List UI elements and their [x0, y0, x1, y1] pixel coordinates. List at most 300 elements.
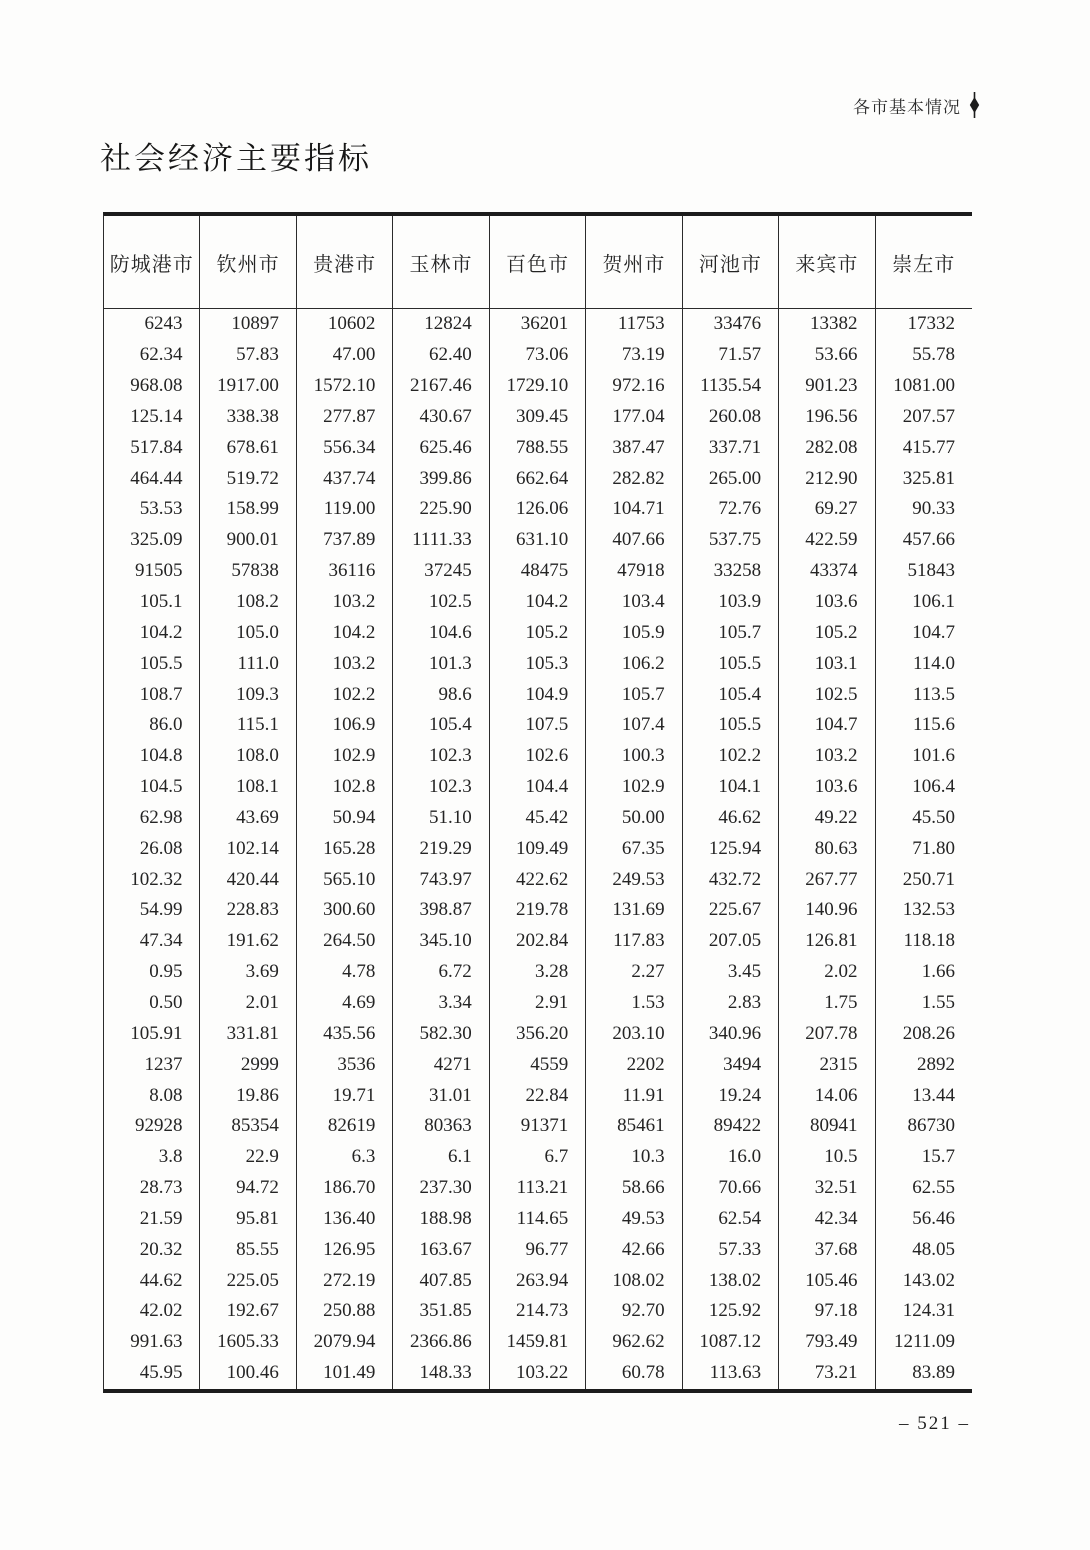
table-row [104, 371, 972, 402]
table-cell: 4.69 [297, 988, 393, 1019]
table-cell: 1572.10 [297, 371, 393, 402]
table-cell: 19.86 [200, 1080, 296, 1111]
table-cell: 45.50 [912, 806, 955, 828]
table-cell: 3536 [297, 1049, 393, 1080]
table-cell: 2315 [779, 1049, 875, 1080]
table-cell: 202.84 [490, 926, 586, 957]
table-cell: 109.49 [490, 833, 586, 864]
table-cell: 124.31 [902, 1300, 955, 1322]
table-cell: 11.91 [586, 1080, 682, 1111]
table-cell: 101.6 [912, 745, 955, 767]
column-header: 百色市 [490, 216, 586, 308]
table-cell: 207.78 [779, 1018, 875, 1049]
table-cell: 44.62 [104, 1265, 200, 1296]
table-cell: 125.92 [683, 1296, 779, 1327]
table-cell: 565.10 [297, 864, 393, 895]
table-cell: 219.78 [490, 895, 586, 926]
table-cell: 631.10 [490, 525, 586, 556]
table-cell: 102.2 [297, 679, 393, 710]
table-cell: 91505 [104, 556, 200, 587]
table-cell: 72.76 [683, 494, 779, 525]
table-cell: 196.56 [779, 402, 875, 433]
table-cell: 108.2 [200, 587, 296, 618]
running-header [853, 92, 980, 118]
table-cell: 464.44 [104, 463, 200, 494]
table-cell: 345.10 [393, 926, 489, 957]
table-cell: 37245 [393, 556, 489, 587]
table-row [104, 1080, 972, 1111]
table-cell: 80.63 [779, 833, 875, 864]
table-cell: 901.23 [779, 371, 875, 402]
table-cell: 10897 [200, 309, 296, 340]
table-cell: 282.82 [586, 463, 682, 494]
table-cell: 57.83 [200, 340, 296, 371]
table-row [104, 556, 972, 587]
table-cell: 125.94 [683, 833, 779, 864]
table-cell: 105.5 [683, 648, 779, 679]
table-cell: 86.0 [104, 710, 200, 741]
table-cell: 12824 [393, 309, 489, 340]
table-cell: 117.83 [586, 926, 682, 957]
table-cell: 113.63 [683, 1358, 779, 1389]
table-cell: 1211.09 [893, 1331, 955, 1353]
table-row [104, 895, 972, 926]
table-row [104, 1203, 972, 1234]
table-cell: 1135.54 [683, 371, 779, 402]
table-cell: 26.08 [104, 833, 200, 864]
table-cell: 437.74 [297, 463, 393, 494]
table-row [104, 309, 972, 340]
table-cell: 435.56 [297, 1018, 393, 1049]
table-cell: 15.7 [921, 1146, 955, 1168]
table-cell: 6.1 [393, 1142, 489, 1173]
table-cell: 105.5 [104, 648, 200, 679]
table-cell: 51.10 [393, 803, 489, 834]
table-cell: 662.64 [490, 463, 586, 494]
table-cell: 191.62 [200, 926, 296, 957]
table-row [104, 833, 972, 864]
table-cell: 102.3 [393, 741, 489, 772]
table-cell: 13.44 [912, 1084, 955, 1106]
table-cell: 111.0 [200, 648, 296, 679]
column-header: 钦州市 [200, 216, 296, 308]
table-cell: 177.04 [586, 402, 682, 433]
table-cell: 28.73 [104, 1173, 200, 1204]
table-cell: 2.27 [586, 957, 682, 988]
table-cell: 158.99 [200, 494, 296, 525]
table-cell: 1605.33 [200, 1327, 296, 1358]
table-cell: 6.72 [393, 957, 489, 988]
table-cell: 106.4 [912, 776, 955, 798]
table-cell: 62.34 [104, 340, 200, 371]
table-cell: 55.78 [912, 344, 955, 366]
table-cell: 1.53 [586, 988, 682, 1019]
table-cell: 50.00 [586, 803, 682, 834]
table-cell: 80363 [393, 1111, 489, 1142]
table-cell: 582.30 [393, 1018, 489, 1049]
table-cell: 49.22 [779, 803, 875, 834]
table-cell: 102.2 [683, 741, 779, 772]
table-cell: 556.34 [297, 432, 393, 463]
table-row [104, 402, 972, 433]
indicators-table [103, 212, 972, 1393]
table-row [104, 772, 972, 803]
table-cell: 83.89 [912, 1362, 955, 1384]
table-cell: 104.8 [104, 741, 200, 772]
table-cell: 119.00 [297, 494, 393, 525]
table-cell: 105.7 [683, 617, 779, 648]
table-cell: 1459.81 [490, 1327, 586, 1358]
table-cell: 10.3 [586, 1142, 682, 1173]
table-cell: 104.2 [297, 617, 393, 648]
table-cell: 962.62 [586, 1327, 682, 1358]
table-cell: 6.3 [297, 1142, 393, 1173]
table-row [104, 1327, 972, 1358]
table-cell: 131.69 [586, 895, 682, 926]
table-cell: 250.71 [902, 868, 955, 890]
table-cell: 108.02 [586, 1265, 682, 1296]
table-cell: 743.97 [393, 864, 489, 895]
table-cell: 104.71 [586, 494, 682, 525]
table-cell: 113.21 [490, 1173, 586, 1204]
table-cell: 92.70 [586, 1296, 682, 1327]
table-cell: 50.94 [297, 803, 393, 834]
table-cell: 105.2 [779, 617, 875, 648]
table-cell: 1087.12 [683, 1327, 779, 1358]
table-cell: 282.08 [779, 432, 875, 463]
table-cell: 3.8 [104, 1142, 200, 1173]
table-cell: 48.05 [912, 1238, 955, 1260]
table-cell: 62.98 [104, 803, 200, 834]
table-cell: 22.9 [200, 1142, 296, 1173]
table-cell: 53.53 [104, 494, 200, 525]
table-cell: 82619 [297, 1111, 393, 1142]
table-cell: 13382 [779, 309, 875, 340]
table-cell: 105.0 [200, 617, 296, 648]
table-cell: 33476 [683, 309, 779, 340]
table-cell: 17332 [907, 313, 955, 335]
table-cell: 186.70 [297, 1173, 393, 1204]
table-cell: 225.05 [200, 1265, 296, 1296]
table-cell: 11753 [586, 309, 682, 340]
table-row [104, 741, 972, 772]
table-cell: 115.1 [200, 710, 296, 741]
table-cell: 126.95 [297, 1234, 393, 1265]
table-cell: 263.94 [490, 1265, 586, 1296]
table-cell: 102.5 [779, 679, 875, 710]
table-cell: 1917.00 [200, 371, 296, 402]
table-row [104, 710, 972, 741]
table-cell: 105.4 [393, 710, 489, 741]
table-cell: 430.67 [393, 402, 489, 433]
table-cell: 71.80 [912, 837, 955, 859]
table-cell: 136.40 [297, 1203, 393, 1234]
table-cell: 788.55 [490, 432, 586, 463]
table-cell: 148.33 [393, 1358, 489, 1389]
table-cell: 105.9 [586, 617, 682, 648]
table-cell: 16.0 [683, 1142, 779, 1173]
table-cell: 98.6 [393, 679, 489, 710]
table-cell: 104.2 [490, 587, 586, 618]
table-cell: 21.59 [104, 1203, 200, 1234]
table-cell: 0.50 [104, 988, 200, 1019]
table-cell: 1237 [104, 1049, 200, 1080]
table-cell: 3.45 [683, 957, 779, 988]
table-row [104, 432, 972, 463]
table-cell: 267.77 [779, 864, 875, 895]
table-cell: 102.6 [490, 741, 586, 772]
table-cell: 2079.94 [297, 1327, 393, 1358]
table-cell: 19.71 [297, 1080, 393, 1111]
table-cell: 968.08 [104, 371, 200, 402]
table-cell: 432.72 [683, 864, 779, 895]
table-cell: 225.90 [393, 494, 489, 525]
table-cell: 101.49 [297, 1358, 393, 1389]
column-header: 来宾市 [779, 216, 875, 308]
column-header: 河池市 [683, 216, 779, 308]
table-cell: 90.33 [912, 498, 955, 520]
table-row [104, 803, 972, 834]
table-cell: 95.81 [200, 1203, 296, 1234]
table-cell: 101.3 [393, 648, 489, 679]
table-cell: 104.5 [104, 772, 200, 803]
table-cell: 272.19 [297, 1265, 393, 1296]
table-cell: 103.9 [683, 587, 779, 618]
table-header-row [104, 216, 972, 309]
table-cell: 356.20 [490, 1018, 586, 1049]
table-cell: 20.32 [104, 1234, 200, 1265]
table-cell: 3.34 [393, 988, 489, 1019]
table-row [104, 1234, 972, 1265]
table-cell: 57.33 [683, 1234, 779, 1265]
table-cell: 4271 [393, 1049, 489, 1080]
table-cell: 1.55 [921, 991, 955, 1013]
table-cell: 114.0 [912, 652, 955, 674]
table-cell: 126.81 [779, 926, 875, 957]
table-cell: 537.75 [683, 525, 779, 556]
table-cell: 56.46 [912, 1207, 955, 1229]
table-cell: 32.51 [779, 1173, 875, 1204]
table-cell: 108.1 [200, 772, 296, 803]
table-cell: 69.27 [779, 494, 875, 525]
table-cell: 972.16 [586, 371, 682, 402]
table-cell: 73.06 [490, 340, 586, 371]
table-cell: 212.90 [779, 463, 875, 494]
table-cell: 85.55 [200, 1234, 296, 1265]
table-cell: 207.57 [902, 405, 955, 427]
table-cell: 104.6 [393, 617, 489, 648]
table-cell: 625.46 [393, 432, 489, 463]
table-cell: 399.86 [393, 463, 489, 494]
table-cell: 103.2 [297, 648, 393, 679]
table-cell: 102.5 [393, 587, 489, 618]
table-cell: 105.46 [779, 1265, 875, 1296]
table-cell: 249.53 [586, 864, 682, 895]
table-cell: 398.87 [393, 895, 489, 926]
table-cell: 351.85 [393, 1296, 489, 1327]
table-cell: 80941 [779, 1111, 875, 1142]
table-cell: 105.1 [104, 587, 200, 618]
table-cell: 96.77 [490, 1234, 586, 1265]
table-cell: 104.2 [104, 617, 200, 648]
table-cell: 108.0 [200, 741, 296, 772]
table-cell: 237.30 [393, 1173, 489, 1204]
column-header: 崇左市 [892, 253, 956, 276]
table-cell: 92928 [104, 1111, 200, 1142]
table-cell: 100.46 [200, 1358, 296, 1389]
table-cell: 103.6 [779, 587, 875, 618]
table-cell: 264.50 [297, 926, 393, 957]
table-cell: 163.67 [393, 1234, 489, 1265]
table-cell: 22.84 [490, 1080, 586, 1111]
table-cell: 106.2 [586, 648, 682, 679]
table-cell: 108.7 [104, 679, 200, 710]
table-cell: 86730 [907, 1115, 955, 1137]
table-cell: 107.4 [586, 710, 682, 741]
table-cell: 143.02 [902, 1269, 955, 1291]
table-cell: 214.73 [490, 1296, 586, 1327]
table-cell: 165.28 [297, 833, 393, 864]
table-cell: 36116 [297, 556, 393, 587]
table-cell: 62.40 [393, 340, 489, 371]
table-cell: 8.08 [104, 1080, 200, 1111]
table-cell: 1.66 [921, 961, 955, 983]
table-row [104, 957, 972, 988]
running-header-text: 各市基本情况 [853, 97, 961, 117]
table-cell: 14.06 [779, 1080, 875, 1111]
table-cell: 457.66 [902, 529, 955, 551]
table-cell: 2.83 [683, 988, 779, 1019]
table-cell: 125.14 [104, 402, 200, 433]
table-cell: 60.78 [586, 1358, 682, 1389]
table-cell: 100.3 [586, 741, 682, 772]
table-cell: 265.00 [683, 463, 779, 494]
table-cell: 105.2 [490, 617, 586, 648]
table-cell: 46.62 [683, 803, 779, 834]
table-row [104, 926, 972, 957]
table-cell: 36201 [490, 309, 586, 340]
table-cell: 71.57 [683, 340, 779, 371]
table-cell: 337.71 [683, 432, 779, 463]
table-cell: 43.69 [200, 803, 296, 834]
table-cell: 73.21 [779, 1358, 875, 1389]
table-cell: 42.02 [104, 1296, 200, 1327]
table-cell: 42.34 [779, 1203, 875, 1234]
table-cell: 104.9 [490, 679, 586, 710]
table-cell: 2.01 [200, 988, 296, 1019]
table-cell: 138.02 [683, 1265, 779, 1296]
table-cell: 208.26 [902, 1022, 955, 1044]
table-cell: 6243 [104, 309, 200, 340]
table-cell: 325.81 [902, 467, 955, 489]
column-header: 贺州市 [586, 216, 682, 308]
table-cell: 207.05 [683, 926, 779, 957]
table-cell: 45.95 [104, 1358, 200, 1389]
table-cell: 991.63 [104, 1327, 200, 1358]
table-row [104, 1111, 972, 1142]
table-cell: 19.24 [683, 1080, 779, 1111]
table-cell: 91371 [490, 1111, 586, 1142]
table-cell: 387.47 [586, 432, 682, 463]
table-cell: 225.67 [683, 895, 779, 926]
table-cell: 219.29 [393, 833, 489, 864]
table-cell: 2.02 [779, 957, 875, 988]
table-cell: 260.08 [683, 402, 779, 433]
table-cell: 104.7 [912, 621, 955, 643]
table-cell: 73.19 [586, 340, 682, 371]
table-cell: 678.61 [200, 432, 296, 463]
table-cell: 192.67 [200, 1296, 296, 1327]
table-cell: 97.18 [779, 1296, 875, 1327]
table-cell: 737.89 [297, 525, 393, 556]
table-cell: 300.60 [297, 895, 393, 926]
table-row [104, 1265, 972, 1296]
table-cell: 2366.86 [393, 1327, 489, 1358]
table-cell: 115.6 [912, 714, 955, 736]
table-cell: 517.84 [104, 432, 200, 463]
table-row [104, 463, 972, 494]
table-cell: 57838 [200, 556, 296, 587]
table-cell: 106.9 [297, 710, 393, 741]
table-cell: 2.91 [490, 988, 586, 1019]
table-cell: 10.5 [779, 1142, 875, 1173]
table-cell: 203.10 [586, 1018, 682, 1049]
table-cell: 2202 [586, 1049, 682, 1080]
table-cell: 2167.46 [393, 371, 489, 402]
table-cell: 422.62 [490, 864, 586, 895]
table-row [104, 587, 972, 618]
table-cell: 105.91 [104, 1018, 200, 1049]
table-row [104, 525, 972, 556]
table-cell: 67.35 [586, 833, 682, 864]
table-cell: 102.9 [297, 741, 393, 772]
table-row [104, 1358, 972, 1389]
table-cell: 48475 [490, 556, 586, 587]
table-cell: 104.7 [779, 710, 875, 741]
table-cell: 103.4 [586, 587, 682, 618]
table-cell: 103.6 [779, 772, 875, 803]
table-cell: 103.2 [297, 587, 393, 618]
table-row [104, 494, 972, 525]
table-cell: 900.01 [200, 525, 296, 556]
page-title: 社会经济主要指标 [100, 141, 372, 176]
table-cell: 0.95 [104, 957, 200, 988]
table-cell: 89422 [683, 1111, 779, 1142]
table-cell: 3.69 [200, 957, 296, 988]
table-cell: 42.66 [586, 1234, 682, 1265]
table-cell: 1111.33 [393, 525, 489, 556]
table-cell: 340.96 [683, 1018, 779, 1049]
table-cell: 53.66 [779, 340, 875, 371]
column-header: 防城港市 [104, 216, 200, 308]
table-cell: 407.66 [586, 525, 682, 556]
table-cell: 33258 [683, 556, 779, 587]
table-cell: 420.44 [200, 864, 296, 895]
table-cell: 70.66 [683, 1173, 779, 1204]
table-row [104, 617, 972, 648]
table-cell: 104.4 [490, 772, 586, 803]
table-cell: 47918 [586, 556, 682, 587]
table-cell: 277.87 [297, 402, 393, 433]
diamond-ornament-icon [969, 92, 980, 118]
table-cell: 422.59 [779, 525, 875, 556]
table-cell: 309.45 [490, 402, 586, 433]
table-cell: 10602 [297, 309, 393, 340]
table-row [104, 648, 972, 679]
table-cell: 43374 [779, 556, 875, 587]
table-row [104, 340, 972, 371]
table-cell: 325.09 [104, 525, 200, 556]
